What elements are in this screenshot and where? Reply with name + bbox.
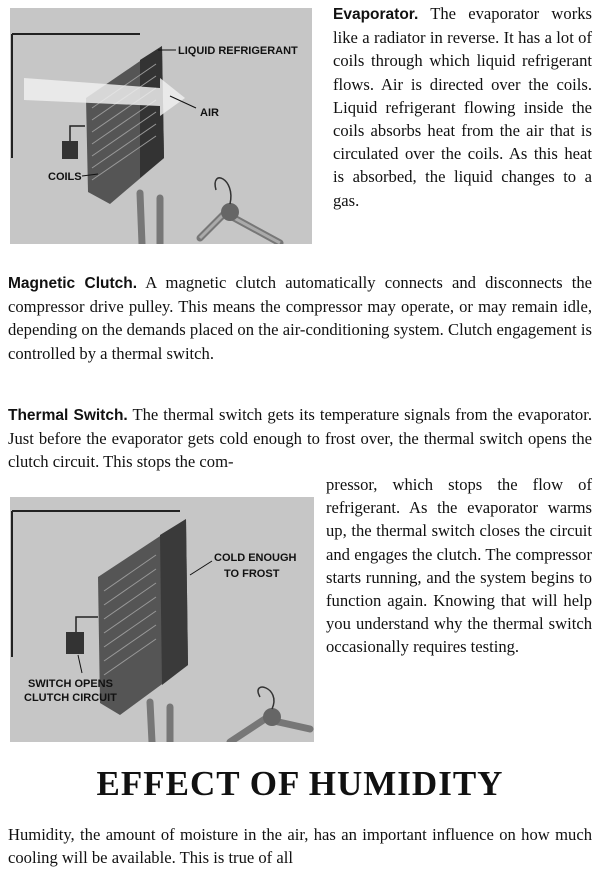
evaporator-illustration (10, 8, 312, 244)
evaporator-label: Evaporator. (333, 6, 419, 23)
thermal-switch-drawing (10, 497, 314, 742)
evaporator-paragraph (333, 2, 592, 212)
thermal-switch-paragraph (8, 403, 592, 474)
evaporator-drawing (10, 8, 312, 244)
evaporator-text: The evaporator works like a radiator in reverse. It has a lot of coils through which liquid refrigerant flows. Air is directed over the coils. Liquid refrigerant flowing inside the coils absorbs heat from the air that is circulated over the coils. As this heat is absorbed, the liquid changes to a gas. (333, 4, 592, 210)
magnetic-clutch-label: Magnetic Clutch. (8, 275, 138, 292)
thermal-switch-continuation: pressor, which stops the flow of refrigerant. As the evaporator warms up, the thermal switch closes the circuit and engages the clutch. The compressor starts running, and the system begins to function again. Knowing that will help you understand why the thermal switch occasionally requires testing. (326, 475, 592, 657)
thermal-switch-illustration (10, 497, 314, 742)
humidity-paragraph: Humidity, the amount of moisture in the air, has an important influence on how much cooling will be available. This is true of all (8, 825, 592, 868)
magnetic-clutch-paragraph (8, 271, 592, 365)
clutch-circuit-callout: CLUTCH CIRCUIT (24, 692, 117, 704)
liquid-refrigerant-callout: LIQUID REFRIGERANT (178, 45, 298, 57)
thermal-switch-label: Thermal Switch. (8, 407, 128, 424)
coils-callout: COILS (48, 171, 82, 183)
cold-enough-callout: COLD ENOUGH (214, 552, 297, 564)
thermal-switch-text: The thermal switch gets its temperature signals from the evaporator. Just before the evaporator gets cold enough to frost over, the thermal switch opens the clutch circuit. This stops the com- (8, 405, 592, 472)
air-callout: AIR (200, 107, 219, 119)
to-frost-callout: TO FROST (224, 568, 280, 580)
magnetic-clutch-text: A magnetic clutch automatically connects and disconnects the compressor drive pulley. This means the compressor may operate, or may remain idle, depending on the demands placed on the air-conditioning system. Clutch engagement is controlled by a thermal switch. (8, 273, 592, 363)
switch-opens-callout: SWITCH OPENS (28, 678, 113, 690)
section-heading: EFFECT OF HUMIDITY (96, 764, 504, 803)
